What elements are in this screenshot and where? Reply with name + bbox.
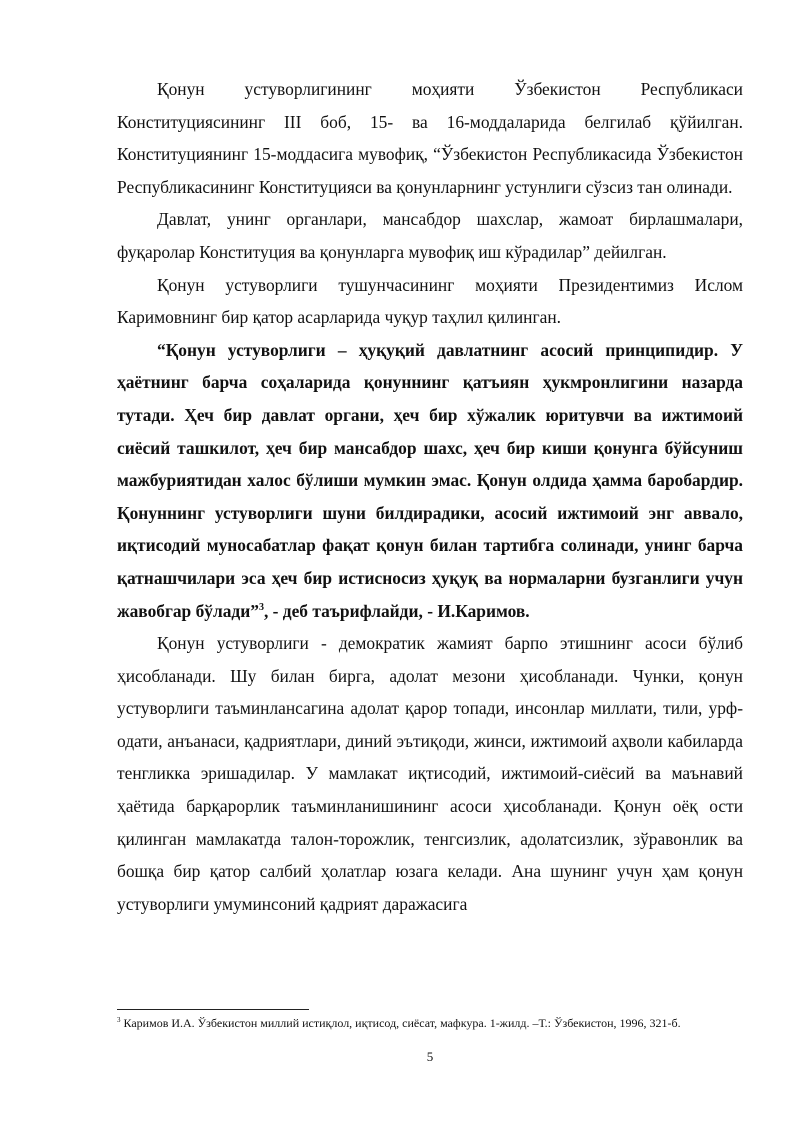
paragraph-text: Қонун устуворлигининг моҳияти Ўзбекистон Республикаси Конституциясининг III боб, 15- ва 16-моддаларида белгилаб қўйилган. Конституциянинг 15-моддасига мувофиқ, “Ўзбекистон Республикасида Ўзбекистон Республикасининг Конституцияси ва қонунларнинг устунлиги сўзсиз тан олинади.: [117, 79, 743, 197]
footnote-marker: 3: [117, 1016, 121, 1024]
page-number: 5: [426, 1049, 434, 1064]
paragraph-text: Қонун устуворлиги - демократик жамият барпо этишнинг асоси бўлиб ҳисобланади. Шу билан бирга, адолат мезони ҳисобланади. Чунки, қонун устуворлиги таъминлансагина адолат қарор топади, инсонлар миллати, тили, урф-одати, анъанаси, қадриятлари, диний эътиқоди, жинси, ижтимоий аҳволи кабиларда тенгликка эришадилар. У мамлакат иқтисодий, ижтимоий-сиёсий ва маънавий ҳаётида барқарорлик таъминланишининг асоси ҳисобланади. Қонун оёқ ости қилинган мамлакатда талон-торожлик, тенгсизлик, адолатсизлик, зўравонлик ва бошқа бир қатор салбий ҳолатлар юзага келади. Ана шунинг учун ҳам қонун устуворлиги умуминсоний қадрият даражасига: [117, 633, 743, 914]
paragraph-constitution-articles: [117, 73, 743, 203]
page-body: [117, 73, 743, 920]
paragraph-state-organs: [117, 203, 743, 268]
footnote: [117, 1016, 743, 1031]
footnote-reference: 3: [258, 601, 264, 613]
paragraph-text: Давлат, унинг органлари, мансабдор шахслар, жамоат бирлашмалари, фуқаролар Конституция ва қонунларга мувофиқ иш кўрадилар” дейилган.: [117, 209, 743, 262]
quotation-attribution: , - деб таърифлайди, - И.Каримов.: [263, 600, 530, 621]
footnote-text: Каримов И.А. Ўзбекистон миллий истиқлол, иқтисод, сиёсат, мафкура. 1-жилд. –Т.: Ўзбекистон, 1996, 321-б.: [120, 1016, 681, 1030]
paragraph-quotation: [117, 334, 743, 627]
paragraph-president-works: [117, 269, 743, 334]
paragraph-text: Қонун устуворлиги тушунчасининг моҳияти Президентимиз Ислом Каримовнинг бир қатор асарларида чуқур таҳлил қилинган.: [117, 274, 743, 328]
paragraph-rule-of-law: [117, 627, 743, 920]
quotation-text: “Қонун устуворлиги – ҳуқуқий давлатнинг асосий принципидир. У ҳаётнинг барча соҳаларида қонуннинг қатъиян ҳукмронлигини назарда тутади. Ҳеч бир давлат органи, ҳеч бир хўжалик юритувчи ва ижтимоий сиёсий ташкилот, ҳеч бир мансабдор шахс, ҳеч бир киши қонунга бўйсуниш мажбуриятидан халос бўлиши мумкин эмас. Қонун олдида ҳамма баробардир. Қонуннинг устуворлиги шуни билдирадики, асосий ижтимоий энг аввало, иқтисодий муносабатлар фақат қонун билан тартибга солинади, унинг барча қатнашчилари эса ҳеч бир истисносиз ҳуқуқ ва нормаларни бузганлиги учун жавобгар бўлади”: [117, 339, 743, 621]
footnote-separator: [117, 1009, 309, 1010]
